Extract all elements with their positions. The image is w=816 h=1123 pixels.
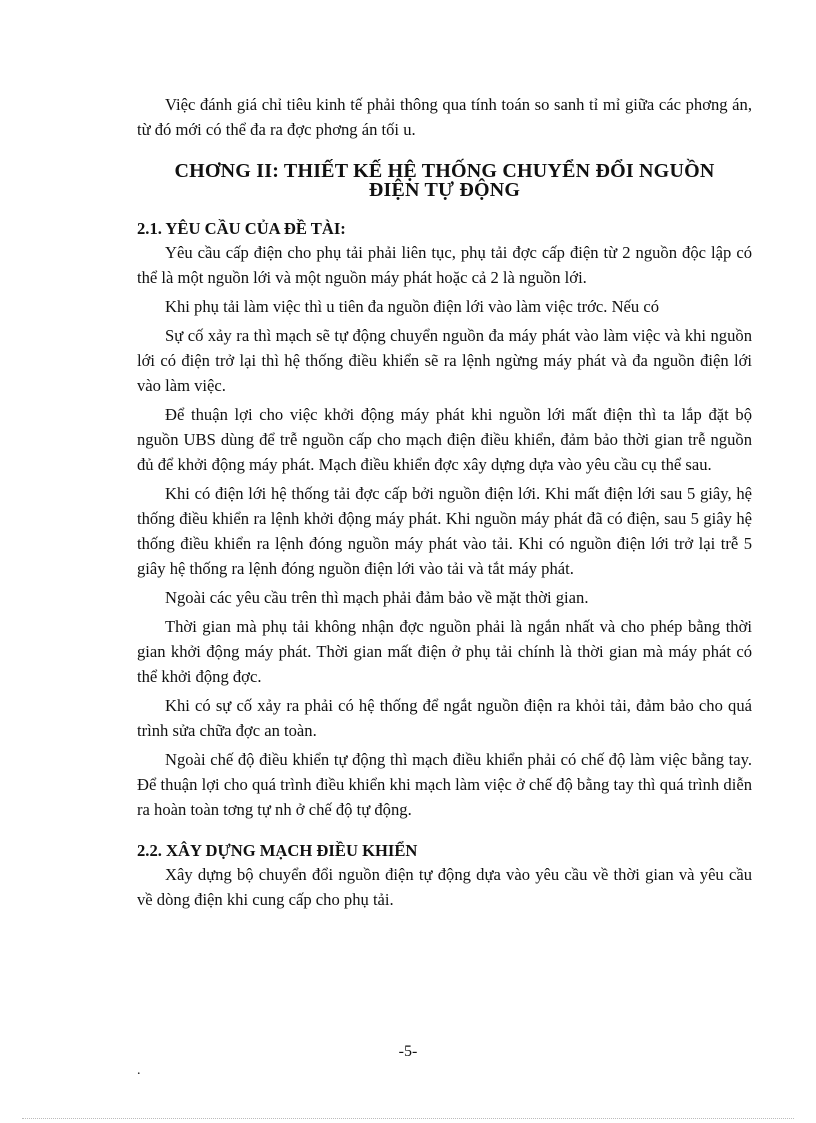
section-heading-2-2: 2.2. XÂY DỰNG MẠCH ĐIỀU KHIỂN (137, 841, 418, 860)
page-number: -5- (398, 1043, 418, 1060)
paragraph: Khi phụ tải làm việc thì u tiên đa nguồn điện lới vào làm việc trớc. Nếu có (165, 297, 660, 316)
paragraph: Sự cố xảy ra thì mạch sẽ tự động chuyển nguồn đa máy phát vào làm việc và khi nguồn lới có điện trở lại thì hệ thống điều khiển sẽ ra lệnh ngừng máy phát và đa nguồn điện lới vào làm việc. (137, 326, 752, 395)
chapter-title-line-2: ĐIỆN TỰ ĐỘNG (368, 179, 521, 201)
chapter-title (137, 162, 752, 200)
page-content (137, 92, 752, 912)
paragraph: Xây dựng bộ chuyển đổi nguồn điện tự động dựa vào yêu cầu về thời gian và yêu cầu về dòng điện khi cung cấp cho phụ tải. (137, 865, 752, 909)
paragraph: Khi có điện lới hệ thống tải đợc cấp bởi nguồn điện lới. Khi mất điện lới sau 5 giây, hệ thống điều khiển ra lệnh khởi động máy phát. Khi nguồn máy phát đã có điện, sau 5 giây hệ thống điều khiển ra lệnh đóng nguồn máy phát vào tải. Khi có nguồn điện lới trở lại trễ 5 giây hệ thống ra lệnh đóng nguồn điện lới vào tải và tắt máy phát. (137, 484, 752, 578)
paragraph: Ngoài chế độ điều khiển tự động thì mạch điều khiển phải có chế độ làm việc bằng tay. Để thuận lợi cho quá trình điều khiển khi mạch làm việc ở chế độ bằng tay thì quá trình diễn ra hoàn toàn tơng tự nh ở chế độ tự động. (137, 750, 752, 819)
paragraph: Yêu cầu cấp điện cho phụ tải phải liên tục, phụ tải đợc cấp điện từ 2 nguồn độc lập có thể là một nguồn lới và một nguồn máy phát hoặc cả 2 là nguồn lới. (137, 243, 752, 287)
paragraph: Ngoài các yêu cầu trên thì mạch phải đảm bảo về mặt thời gian. (165, 588, 589, 607)
footer-dot: . (137, 1063, 141, 1078)
paragraph: Thời gian mà phụ tải không nhận đợc nguồn phải là ngắn nhất và cho phép bằng thời gian khởi động máy phát. Thời gian mất điện ở phụ tải chính là thời gian mà máy phát có thể khởi động đợc. (137, 617, 752, 686)
section-heading-2-1: 2.1. YÊU CẦU CỦA ĐỀ TÀI: (137, 219, 346, 238)
paragraph: Để thuận lợi cho việc khởi động máy phát khi nguồn lới mất điện thì ta lắp đặt bộ nguồn UBS dùng để trễ nguồn cấp cho mạch điện điều khiển, đảm bảo thời gian trễ nguồn đủ để khởi động máy phát. Mạch điều khiển đợc xây dựng dựa vào yêu cầu cụ thể sau. (137, 405, 752, 474)
chapter-title-line-1: CHƠNG II: THIẾT KẾ HỆ THỐNG CHUYỂN ĐỔI NGUỒN (174, 160, 715, 182)
bottom-dotted-rule (22, 1118, 794, 1119)
paragraph: Khi có sự cố xảy ra phải có hệ thống để ngắt nguồn điện ra khỏi tải, đảm bảo cho quá trình sửa chữa đợc an toàn. (137, 696, 752, 740)
intro-paragraph: Việc đánh giá chỉ tiêu kinh tế phải thông qua tính toán so sanh tỉ mỉ giữa các phơng án, từ đó mới có thể đa ra đợc phơng án tối u. (137, 95, 752, 139)
